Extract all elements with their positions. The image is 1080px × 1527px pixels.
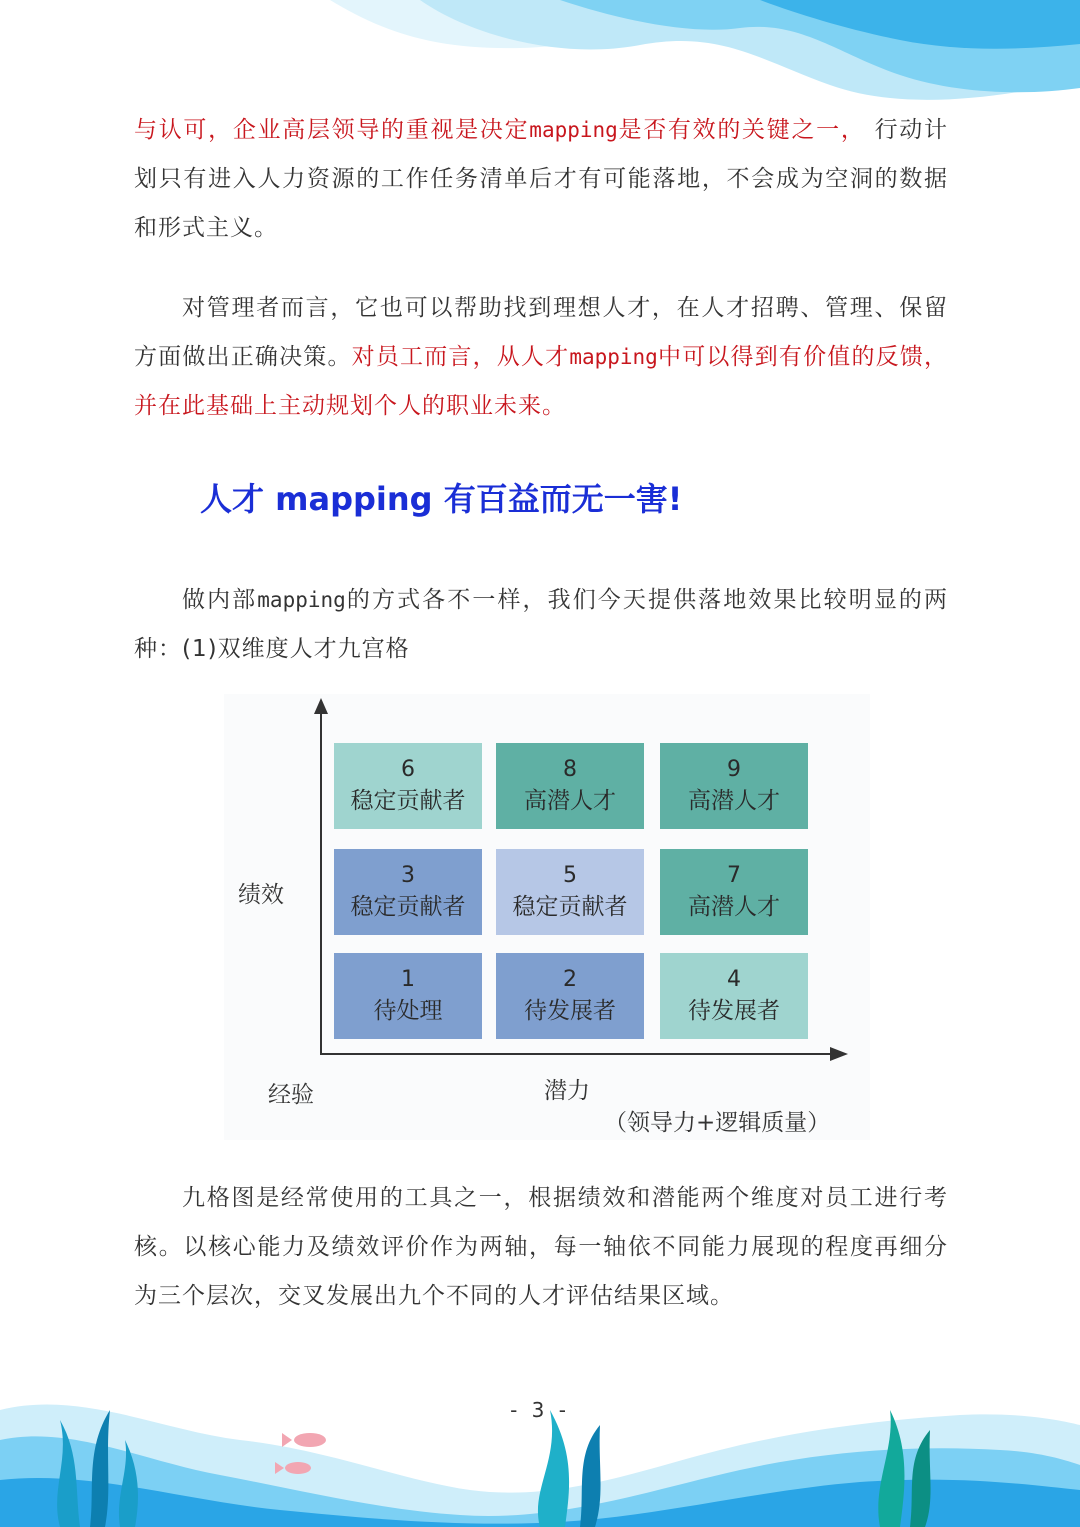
grid-cell-8 <box>496 743 644 829</box>
cell-label: 稳定贡献者 <box>350 894 466 920</box>
paragraph-1 <box>134 106 948 253</box>
y-axis-line <box>320 710 322 1055</box>
cell-label: 待发展者 <box>688 998 780 1024</box>
grid-cell-9 <box>660 743 808 829</box>
grid-cell-3 <box>334 849 482 935</box>
paragraph-2 <box>134 284 948 431</box>
cell-number: 7 <box>727 863 741 888</box>
grid-cell-2 <box>496 953 644 1039</box>
cell-number: 6 <box>401 757 415 782</box>
para3-a: 做内部 <box>182 587 258 613</box>
para1-red2: 是否有效的关键之一， <box>617 117 866 143</box>
cell-label: 稳定贡献者 <box>512 894 628 920</box>
paragraph-3 <box>134 576 948 674</box>
grid-cell-5 <box>496 849 644 935</box>
x-axis-sublabel: （领导力+逻辑质量） <box>604 1110 831 1136</box>
paragraph-4: 九格图是经常使用的工具之一，根据绩效和潜能两个维度对员工进行考核。以核心能力及绩效评价作为两轴，每一轴依不同能力展现的程度再细分为三个层次，交叉发展出九个不同的人才评估结果区域。 <box>134 1185 948 1309</box>
cell-number: 5 <box>563 863 577 888</box>
para1-normal: 行动计划只有进入人力资源的工作任务清单后才有可能落地，不会成为空洞的数据和形式主义。 <box>134 117 949 241</box>
grid-cell-1 <box>334 953 482 1039</box>
x-axis-line <box>320 1053 834 1055</box>
para2-red2: 中可以得到有价值的反馈，并在此基础上主动规划个人的职业未来。 <box>134 344 949 419</box>
cell-label: 稳定贡献者 <box>350 788 466 814</box>
cell-label: 高潜人才 <box>688 788 780 814</box>
cell-number: 4 <box>727 967 741 992</box>
grid-cell-4 <box>660 953 808 1039</box>
para2-red: 对员工而言，从人才 <box>351 344 570 370</box>
corner-label: 经验 <box>268 1082 314 1108</box>
para2-red-mono: mapping <box>569 345 658 369</box>
para1-red: 与认可，企业高层领导的重视是决定 <box>134 117 530 143</box>
grid-cell-7 <box>660 849 808 935</box>
para2-normal: 对管理者而言，它也可以帮助找到理想人才，在人才招聘、管理、保留方面做出正确决策。 <box>134 295 948 370</box>
bottom-wave-decoration <box>0 1370 1080 1527</box>
para3-b: 的方式各不一样，我们今天提供落地效果比较明显的两种：(1)双维度人才九宫格 <box>134 587 949 662</box>
y-axis-label: 绩效 <box>238 882 284 908</box>
cell-number: 3 <box>401 863 415 888</box>
cell-label: 待处理 <box>373 998 443 1024</box>
nine-box-grid-figure <box>224 694 870 1140</box>
x-axis-arrow-icon <box>830 1047 848 1061</box>
grid-cell-6 <box>334 743 482 829</box>
cell-number: 9 <box>727 757 741 782</box>
cell-number: 2 <box>563 967 577 992</box>
para3-mono: mapping <box>257 588 346 612</box>
cell-number: 8 <box>563 757 577 782</box>
x-axis-label: 潜力 <box>544 1078 590 1104</box>
page-number: - 3 - <box>510 1398 570 1422</box>
cell-label: 高潜人才 <box>524 788 616 814</box>
cell-label: 待发展者 <box>524 998 616 1024</box>
section-heading: 人才 mapping 有百益而无一害! <box>200 480 683 518</box>
para1-red-mono: mapping <box>529 118 618 142</box>
cell-number: 1 <box>401 967 415 992</box>
cell-label: 高潜人才 <box>688 894 780 920</box>
